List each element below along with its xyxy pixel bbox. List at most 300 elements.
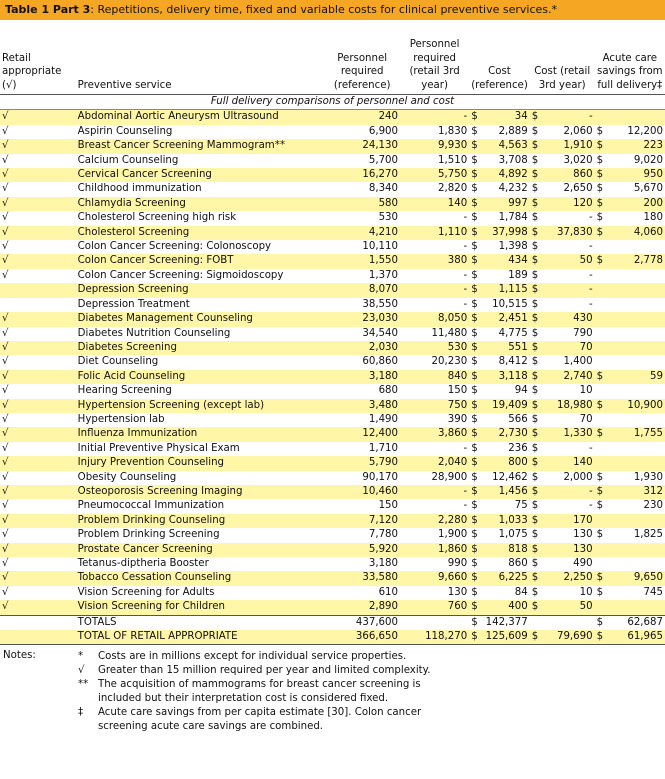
table-row bbox=[0, 384, 665, 398]
cost-3rd-value: 18,980 bbox=[541, 399, 595, 413]
cost-value: 6,225 bbox=[480, 571, 530, 585]
note-text: The acquisition of mammograms for breast cancer screening is included but their interpretation cost is considered fixed. bbox=[98, 679, 421, 704]
personnel-value: 5,700 bbox=[368, 154, 399, 166]
service-name: Vision Screening for Children bbox=[76, 600, 325, 615]
personnel-3rd-value: 8,050 bbox=[400, 312, 469, 326]
retail-check: √ bbox=[2, 356, 9, 368]
dollar-sign: $ bbox=[596, 471, 604, 483]
table-row bbox=[0, 543, 665, 557]
acute-value bbox=[608, 600, 665, 615]
table-title bbox=[0, 0, 665, 20]
acute-value: 59 bbox=[608, 370, 665, 384]
dollar-sign: $ bbox=[530, 312, 541, 326]
dollar-sign: $ bbox=[471, 471, 478, 483]
dollar-sign: $ bbox=[595, 254, 608, 268]
personnel-3rd-total: 118,270 bbox=[400, 630, 469, 645]
header-cost: Cost (reference) bbox=[469, 38, 530, 95]
personnel-value: 16,270 bbox=[324, 168, 400, 182]
dollar-sign: $ bbox=[531, 125, 539, 137]
dollar-sign bbox=[595, 240, 608, 254]
cost-value: 3,118 bbox=[480, 370, 530, 384]
service-name: Osteoporosis Screening Imaging bbox=[76, 485, 325, 499]
retail-check: √ bbox=[0, 456, 76, 470]
dollar-sign bbox=[595, 110, 608, 125]
table-row bbox=[0, 182, 665, 196]
retail-check: √ bbox=[0, 571, 76, 585]
dollar-sign: $ bbox=[595, 630, 608, 645]
header-retail: Retail appropriate (√) bbox=[0, 38, 76, 95]
personnel-value: 1,710 bbox=[368, 442, 399, 454]
personnel-3rd-value: 28,900 bbox=[431, 471, 468, 483]
personnel-value: 240 bbox=[324, 110, 400, 125]
dollar-sign: $ bbox=[469, 341, 480, 355]
dollar-sign: $ bbox=[469, 139, 480, 153]
dollar-sign: $ bbox=[469, 514, 480, 528]
personnel-3rd-value: 9,930 bbox=[400, 139, 469, 153]
dollar-sign: $ bbox=[596, 212, 604, 224]
dollar-sign: $ bbox=[530, 485, 541, 499]
cost-value: 1,075 bbox=[498, 529, 528, 541]
dollar-sign: $ bbox=[530, 341, 541, 355]
table-row bbox=[0, 240, 665, 254]
personnel-total: 437,600 bbox=[324, 615, 400, 630]
personnel-value: 1,550 bbox=[324, 254, 400, 268]
dollar-sign: $ bbox=[530, 600, 541, 615]
cost-value: 34 bbox=[480, 110, 530, 125]
dollar-sign: $ bbox=[595, 226, 608, 240]
acute-value bbox=[608, 283, 665, 297]
cost-total: 125,609 bbox=[480, 630, 530, 645]
acute-value: 12,200 bbox=[627, 125, 663, 137]
retail-check: √ bbox=[0, 168, 76, 182]
personnel-3rd-value: - bbox=[463, 212, 468, 224]
dollar-sign: $ bbox=[530, 283, 541, 297]
dollar-sign: $ bbox=[469, 543, 480, 557]
cost-3rd-value: - bbox=[588, 298, 593, 310]
retail-check: √ bbox=[0, 600, 76, 615]
dollar-sign: $ bbox=[595, 399, 608, 413]
dollar-sign: $ bbox=[469, 399, 480, 413]
acute-value: 1,930 bbox=[633, 471, 663, 483]
service-name: Depression Treatment bbox=[77, 298, 190, 310]
cost-3rd-value: 790 bbox=[573, 327, 593, 339]
dollar-sign bbox=[595, 298, 608, 312]
note-symbol: * bbox=[78, 651, 84, 662]
dollar-sign bbox=[595, 355, 608, 369]
acute-value: 230 bbox=[643, 500, 663, 512]
dollar-sign: $ bbox=[471, 385, 478, 397]
retail-check: √ bbox=[0, 370, 76, 384]
table-row bbox=[0, 327, 665, 341]
service-name: Tetanus-diptheria Booster bbox=[77, 558, 209, 569]
dollar-sign: $ bbox=[471, 241, 478, 253]
dollar-sign: $ bbox=[530, 571, 541, 585]
cost-3rd-value: 170 bbox=[541, 514, 595, 528]
dollar-sign: $ bbox=[530, 514, 541, 528]
dollar-sign: $ bbox=[469, 370, 480, 384]
personnel-value: 90,170 bbox=[362, 471, 399, 483]
personnel-3rd-value: 3,860 bbox=[400, 427, 469, 441]
dollar-sign: $ bbox=[469, 110, 480, 125]
retail-check: √ bbox=[2, 586, 9, 598]
table-row bbox=[0, 269, 665, 283]
cost-value: 1,784 bbox=[498, 212, 528, 224]
service-name: Colon Cancer Screening: Sigmoidoscopy bbox=[77, 269, 284, 281]
service-name: Injury Prevention Counseling bbox=[76, 456, 325, 470]
acute-value bbox=[608, 327, 665, 341]
personnel-3rd-value: 140 bbox=[400, 197, 469, 211]
acute-value: 5,670 bbox=[633, 183, 663, 195]
cost-value: 1,115 bbox=[480, 283, 530, 297]
dollar-sign: $ bbox=[595, 427, 608, 441]
table-row bbox=[0, 283, 665, 297]
table-title-bold: Table 1 Part 3 bbox=[5, 3, 91, 16]
table-row bbox=[0, 557, 665, 571]
personnel-3rd-value: 11,480 bbox=[431, 327, 468, 339]
cost-value: 1,398 bbox=[498, 241, 528, 253]
acute-value: 9,020 bbox=[633, 154, 663, 166]
header-row bbox=[0, 38, 665, 95]
personnel-value: 12,400 bbox=[324, 427, 400, 441]
acute-value bbox=[608, 341, 665, 355]
service-name: Initial Preventive Physical Exam bbox=[77, 442, 240, 454]
note-symbol: ** bbox=[78, 679, 89, 690]
personnel-3rd-value: 5,750 bbox=[400, 168, 469, 182]
service-name: Cervical Cancer Screening bbox=[76, 168, 325, 182]
cost-3rd-value: 130 bbox=[573, 529, 593, 541]
table-row bbox=[0, 355, 665, 369]
cost-3rd-total: 79,690 bbox=[541, 630, 595, 645]
personnel-3rd-value: 1,110 bbox=[400, 226, 469, 240]
cost-value: 566 bbox=[508, 413, 528, 425]
service-name: Cholesterol Screening bbox=[76, 226, 325, 240]
cost-3rd-value: - bbox=[541, 110, 595, 125]
personnel-value: 1,370 bbox=[368, 269, 399, 281]
table-row bbox=[0, 139, 665, 153]
cost-3rd-value: 130 bbox=[541, 543, 595, 557]
dollar-sign: $ bbox=[469, 427, 480, 441]
retail-check: √ bbox=[2, 471, 9, 483]
notes-label: Notes: bbox=[3, 650, 36, 661]
personnel-value: 7,120 bbox=[324, 514, 400, 528]
service-name: Abdominal Aortic Aneurysm Ultrasound bbox=[76, 110, 325, 125]
retail-check: √ bbox=[0, 197, 76, 211]
dollar-sign: $ bbox=[531, 586, 539, 598]
service-name: Folic Acid Counseling bbox=[76, 370, 325, 384]
empty-cell bbox=[0, 615, 76, 630]
retail-check: √ bbox=[0, 254, 76, 268]
personnel-value: 10,110 bbox=[362, 241, 399, 253]
acute-value bbox=[608, 514, 665, 528]
service-name: Chlamydia Screening bbox=[76, 197, 325, 211]
service-name: Diabetes Management Counseling bbox=[76, 312, 325, 326]
cost-value: 400 bbox=[480, 600, 530, 615]
cost-value: 19,409 bbox=[480, 399, 530, 413]
cost-value: 1,456 bbox=[480, 485, 530, 499]
personnel-3rd-total bbox=[400, 615, 469, 630]
dollar-sign: $ bbox=[471, 269, 478, 281]
retail-check: √ bbox=[0, 514, 76, 528]
cost-3rd-value: - bbox=[588, 269, 593, 281]
acute-value bbox=[608, 442, 665, 456]
note-text: Acute care savings from per capita estimate [30]. Colon cancer screening acute care savings are combined. bbox=[98, 707, 422, 732]
table-row bbox=[0, 600, 665, 615]
table-row bbox=[0, 211, 665, 225]
dollar-sign bbox=[595, 413, 608, 427]
acute-value bbox=[608, 413, 665, 427]
service-name: Problem Drinking Screening bbox=[77, 529, 220, 541]
service-name: Calcium Counseling bbox=[77, 154, 179, 166]
acute-value bbox=[608, 269, 665, 283]
personnel-3rd-value: 2,040 bbox=[400, 456, 469, 470]
cost-3rd-value: 37,830 bbox=[541, 226, 595, 240]
acute-value bbox=[608, 384, 665, 398]
personnel-value: 10,460 bbox=[324, 485, 400, 499]
dollar-sign: $ bbox=[531, 183, 539, 195]
retail-check: √ bbox=[2, 125, 9, 137]
totals-row bbox=[0, 615, 665, 630]
service-name: Depression Screening bbox=[76, 283, 325, 297]
dollar-sign: $ bbox=[469, 630, 480, 645]
cost-value: 818 bbox=[480, 543, 530, 557]
acute-total: 61,965 bbox=[608, 630, 665, 645]
cost-3rd-value: - bbox=[588, 500, 593, 512]
acute-value: 4,060 bbox=[608, 226, 665, 240]
cost-3rd-value: 10 bbox=[579, 385, 593, 397]
cost-value: 8,412 bbox=[498, 356, 528, 368]
cost-3rd-value: 430 bbox=[541, 312, 595, 326]
dollar-sign: $ bbox=[595, 197, 608, 211]
cost-value: 434 bbox=[480, 254, 530, 268]
dollar-sign: $ bbox=[531, 529, 539, 541]
service-name: Colon Cancer Screening: FOBT bbox=[76, 254, 325, 268]
cost-value: 3,708 bbox=[498, 154, 528, 166]
dollar-sign: $ bbox=[531, 385, 539, 397]
acute-value bbox=[608, 298, 665, 312]
retail-check: √ bbox=[2, 558, 9, 569]
dollar-sign: $ bbox=[596, 529, 604, 541]
table-row bbox=[0, 110, 665, 125]
acute-value: 223 bbox=[608, 139, 665, 153]
dollar-sign bbox=[595, 442, 608, 456]
dollar-sign: $ bbox=[596, 125, 604, 137]
acute-value bbox=[608, 543, 665, 557]
cost-value: 84 bbox=[514, 586, 528, 598]
dollar-sign: $ bbox=[530, 399, 541, 413]
acute-value: 10,900 bbox=[608, 399, 665, 413]
retail-check: √ bbox=[0, 226, 76, 240]
personnel-value: 580 bbox=[324, 197, 400, 211]
dollar-sign bbox=[595, 327, 608, 341]
personnel-value: 33,580 bbox=[324, 571, 400, 585]
cost-value: 94 bbox=[514, 385, 528, 397]
service-name: Diet Counseling bbox=[77, 356, 159, 368]
dollar-sign: $ bbox=[471, 154, 478, 166]
note-item bbox=[78, 706, 438, 734]
cost-total: 142,377 bbox=[480, 615, 530, 630]
dollar-sign: $ bbox=[595, 139, 608, 153]
personnel-3rd-value: 130 bbox=[447, 586, 468, 598]
personnel-value: 680 bbox=[378, 385, 399, 397]
table-row bbox=[0, 413, 665, 427]
retail-check: √ bbox=[2, 442, 9, 454]
cost-3rd-value: 1,330 bbox=[541, 427, 595, 441]
cost-3rd-value: 10 bbox=[579, 586, 593, 598]
table-row bbox=[0, 370, 665, 384]
service-name: Childhood immunization bbox=[77, 183, 202, 195]
cost-3rd-total bbox=[541, 615, 595, 630]
dollar-sign: $ bbox=[530, 630, 541, 645]
table-row bbox=[0, 514, 665, 528]
header-personnel-3rd: Personnel required (retail 3rd year) bbox=[400, 38, 469, 95]
table-row bbox=[0, 528, 665, 542]
cost-3rd-value: - bbox=[588, 442, 593, 454]
cost-3rd-value: 490 bbox=[573, 558, 593, 569]
cost-value: 2,889 bbox=[498, 125, 528, 137]
table-row bbox=[0, 456, 665, 470]
personnel-value: 1,490 bbox=[368, 413, 399, 425]
dollar-sign: $ bbox=[531, 413, 539, 425]
personnel-3rd-value: 150 bbox=[447, 385, 468, 397]
cost-3rd-value: - bbox=[588, 241, 593, 253]
dollar-sign: $ bbox=[530, 456, 541, 470]
retail-check: √ bbox=[2, 241, 9, 253]
personnel-value: 5,790 bbox=[324, 456, 400, 470]
dollar-sign: $ bbox=[471, 413, 478, 425]
retail-check: √ bbox=[0, 399, 76, 413]
note-item bbox=[78, 664, 438, 678]
cost-3rd-value: - bbox=[588, 212, 593, 224]
personnel-value: 60,860 bbox=[362, 356, 399, 368]
cost-value: 1,033 bbox=[480, 514, 530, 528]
dollar-sign bbox=[530, 615, 541, 630]
cost-3rd-value: 2,000 bbox=[563, 471, 593, 483]
personnel-3rd-value: 760 bbox=[400, 600, 469, 615]
personnel-3rd-value: 990 bbox=[447, 558, 468, 569]
cost-value: 551 bbox=[480, 341, 530, 355]
dollar-sign: $ bbox=[595, 168, 608, 182]
cost-3rd-value: 1,400 bbox=[563, 356, 593, 368]
table-row bbox=[0, 485, 665, 499]
personnel-3rd-value: - bbox=[400, 110, 469, 125]
note-symbol: √ bbox=[78, 665, 85, 676]
acute-value: 950 bbox=[608, 168, 665, 182]
dollar-sign: $ bbox=[469, 600, 480, 615]
personnel-value: 23,030 bbox=[324, 312, 400, 326]
service-name: Diabetes Nutrition Counseling bbox=[77, 327, 231, 339]
personnel-value: 530 bbox=[378, 212, 399, 224]
cost-value: 4,232 bbox=[498, 183, 528, 195]
cost-value: 997 bbox=[480, 197, 530, 211]
personnel-3rd-value: - bbox=[463, 442, 468, 454]
retail-check: √ bbox=[0, 341, 76, 355]
dollar-sign: $ bbox=[531, 154, 539, 166]
table-title-text: : Repetitions, delivery time, fixed and variable costs for clinical preventive services.* bbox=[90, 3, 558, 16]
acute-value bbox=[608, 557, 665, 571]
acute-total: 62,687 bbox=[608, 615, 665, 630]
acute-value bbox=[608, 110, 665, 125]
personnel-value: 24,130 bbox=[324, 139, 400, 153]
dollar-sign: $ bbox=[596, 183, 604, 195]
personnel-value: 4,210 bbox=[324, 226, 400, 240]
subheader-row bbox=[0, 95, 665, 110]
table-row bbox=[0, 341, 665, 355]
dollar-sign: $ bbox=[469, 456, 480, 470]
service-name: Obesity Counseling bbox=[77, 471, 177, 483]
dollar-sign: $ bbox=[530, 226, 541, 240]
dollar-sign: $ bbox=[471, 183, 478, 195]
dollar-sign: $ bbox=[471, 500, 478, 512]
dollar-sign: $ bbox=[471, 125, 478, 137]
table-row bbox=[0, 399, 665, 413]
personnel-3rd-value: - bbox=[463, 500, 468, 512]
dollar-sign: $ bbox=[530, 427, 541, 441]
dollar-sign: $ bbox=[596, 500, 604, 512]
dollar-sign: $ bbox=[530, 197, 541, 211]
dollar-sign: $ bbox=[471, 529, 478, 541]
dollar-sign bbox=[595, 312, 608, 326]
service-name: Colon Cancer Screening: Colonoscopy bbox=[77, 241, 272, 253]
dollar-sign: $ bbox=[531, 269, 539, 281]
dollar-sign: $ bbox=[469, 254, 480, 268]
service-name: Influenza Immunization bbox=[76, 427, 325, 441]
dollar-sign: $ bbox=[596, 586, 604, 598]
personnel-value: 2,030 bbox=[324, 341, 400, 355]
service-name: Breast Cancer Screening Mammogram** bbox=[76, 139, 325, 153]
acute-value bbox=[608, 240, 665, 254]
service-name: Aspirin Counseling bbox=[77, 125, 173, 137]
personnel-3rd-value: 2,820 bbox=[438, 183, 468, 195]
retail-check: √ bbox=[2, 385, 9, 397]
dollar-sign: $ bbox=[531, 442, 539, 454]
cost-3rd-value: 50 bbox=[541, 254, 595, 268]
cost-value: 860 bbox=[508, 558, 528, 569]
acute-value: 2,778 bbox=[608, 254, 665, 268]
dollar-sign: $ bbox=[530, 254, 541, 268]
dollar-sign bbox=[595, 269, 608, 283]
dollar-sign bbox=[595, 283, 608, 297]
header-acute: Acute care savings from full delivery‡ bbox=[595, 38, 665, 95]
service-name: Tobacco Cessation Counseling bbox=[76, 571, 325, 585]
table-row bbox=[0, 125, 665, 139]
retail-check: √ bbox=[2, 154, 9, 166]
personnel-3rd-value: - bbox=[463, 241, 468, 253]
cost-value: 236 bbox=[508, 442, 528, 454]
table-row bbox=[0, 312, 665, 326]
note-symbol: ‡ bbox=[78, 707, 84, 718]
retail-check bbox=[0, 283, 76, 297]
dollar-sign: $ bbox=[471, 212, 478, 224]
personnel-3rd-value: - bbox=[400, 485, 469, 499]
personnel-value: 610 bbox=[378, 586, 399, 598]
personnel-3rd-value: 530 bbox=[400, 341, 469, 355]
table-row bbox=[0, 571, 665, 585]
table-row bbox=[0, 442, 665, 456]
cost-3rd-value: 140 bbox=[541, 456, 595, 470]
personnel-value: 7,780 bbox=[368, 529, 399, 541]
dollar-sign: $ bbox=[471, 327, 478, 339]
personnel-3rd-value: - bbox=[400, 283, 469, 297]
acute-value: 200 bbox=[608, 197, 665, 211]
cost-value: 2,451 bbox=[480, 312, 530, 326]
dollar-sign: $ bbox=[469, 226, 480, 240]
dollar-sign: $ bbox=[469, 168, 480, 182]
personnel-3rd-value: 750 bbox=[400, 399, 469, 413]
personnel-value: 3,180 bbox=[324, 370, 400, 384]
dollar-sign: $ bbox=[531, 558, 539, 569]
service-name: Diabetes Screening bbox=[76, 341, 325, 355]
dollar-sign: $ bbox=[471, 356, 478, 368]
